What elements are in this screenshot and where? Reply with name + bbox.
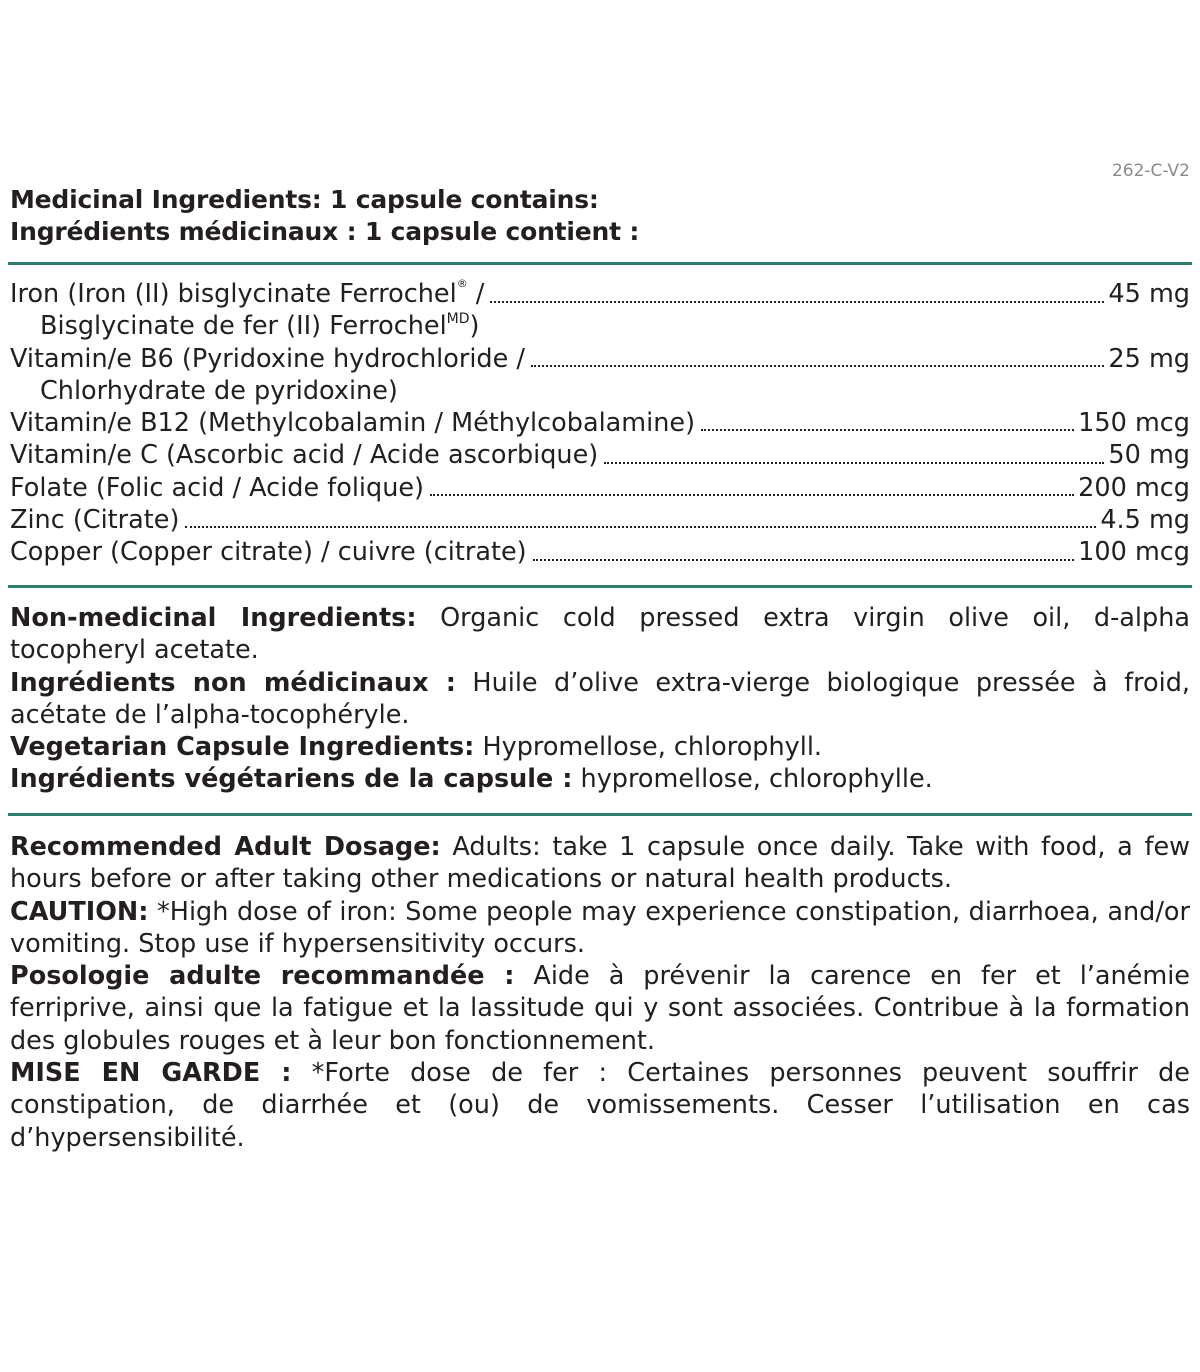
dot-leader (531, 365, 1104, 367)
caution-french (10, 1057, 1190, 1154)
dot-leader (701, 429, 1074, 431)
dot-leader (185, 526, 1096, 528)
ingredient-name: Folate (Folic acid / Acide folique) (10, 472, 425, 503)
ingredient-amount: 25 mg (1108, 343, 1190, 374)
dot-leader (533, 559, 1075, 561)
ingredient-amount: 50 mg (1108, 440, 1190, 471)
non-medicinal-english-text: Organic cold pressed extra virgin olive oil, d-alpha tocopheryl acetate. (10, 603, 1190, 666)
non-medicinal-french-text: Huile d’olive extra-vierge biologique pressée à froid, acétate de l’alpha-tocophéryle. (10, 667, 1190, 730)
ingredient-list (10, 278, 1190, 569)
divider-bottom (8, 813, 1192, 816)
header-french: Ingrédients médicinaux : 1 capsule contient : (10, 217, 640, 246)
vegetarian-capsule-english-label: Vegetarian Capsule Ingredients: (10, 732, 475, 763)
ingredient-row (10, 278, 1190, 343)
ingredient-amount: 100 mcg (1078, 537, 1190, 568)
ingredient-amount: 150 mcg (1078, 408, 1190, 439)
dosage-french (10, 960, 1190, 1057)
ingredient-row (10, 343, 1190, 408)
vegetarian-capsule-english (10, 731, 1190, 763)
caution-french-text: *Forte dose de fer : Certaines personnes peuvent souffrir de constipation, de diarrhée et (ou) de vomissements. Cesser l’utilisation en cas d’hypersensibilité. (10, 1058, 1190, 1153)
vegetarian-capsule-french-label: Ingrédients végétariens de la capsule : (10, 764, 573, 795)
ingredient-amount: 200 mcg (1078, 472, 1190, 503)
divider-middle (8, 585, 1192, 588)
ingredient-row (10, 407, 1190, 439)
ingredient-name-line: Vitamin/e B6 (Pyridoxine hydrochloride / (10, 343, 525, 374)
dosage-english-label: Recommended Adult Dosage: (10, 832, 441, 862)
ingredient-name-line: Iron (Iron (II) bisglycinate Ferrochel® / (10, 277, 485, 309)
dot-leader (604, 462, 1104, 464)
non-medicinal-english (10, 602, 1190, 667)
dosage-french-label: Posologie adulte recommandée : (10, 961, 515, 992)
ingredient-name: Copper (Copper citrate) / cuivre (citrate) (10, 537, 527, 568)
header-english: Medicinal Ingredients: 1 capsule contains: (10, 185, 599, 214)
dosage-french-text: Aide à prévenir la carence en fer et l’anémie ferriprive, ainsi que la fatigue et la lassitude qui y sont associées. Contribue à la formation des globules rouges et à leur bon fonctionnement. (10, 961, 1190, 1056)
non-medicinal-english-label: Non-medicinal Ingredients: (10, 603, 417, 633)
ingredient-name (10, 278, 484, 343)
vegetarian-capsule-french (10, 763, 1190, 795)
ingredient-name: Vitamin/e B12 (Methylcobalamin / Méthylcobalamine) (10, 408, 696, 439)
ingredient-amount: 4.5 mg (1100, 505, 1190, 536)
ingredient-name (10, 343, 525, 408)
ingredient-row (10, 439, 1190, 471)
label-code: 262-C-V2 (1111, 161, 1190, 181)
ingredient-name: Zinc (Citrate) (10, 505, 180, 536)
ingredient-row (10, 472, 1190, 504)
caution-english-text: *High dose of iron: Some people may experience constipation, diarrhoea, and/or vomiting. Stop use if hypersensitivity occurs. (10, 896, 1190, 959)
ingredient-name-continued: Chlorhydrate de pyridoxine) (40, 375, 398, 406)
non-medicinal-french-label: Ingrédients non médicinaux : (10, 667, 456, 698)
vegetarian-capsule-french-text: hypromellose, chlorophylle. (572, 764, 933, 795)
dot-leader (490, 301, 1104, 303)
caution-english-label: CAUTION: (10, 896, 149, 927)
dosage-english-text: Adults: take 1 capsule once daily. Take with food, a few hours before or after taking other medications or natural health products. (10, 832, 1190, 895)
caution-english (10, 896, 1190, 961)
caution-french-label: MISE EN GARDE : (10, 1058, 292, 1089)
vegetarian-capsule-english-text: Hypromellose, chlorophyll. (474, 732, 823, 763)
non-medicinal-section (10, 602, 1190, 796)
ingredient-name-continued: Bisglycinate de fer (II) Ferrochel$^{MD}$) (40, 311, 480, 342)
ingredient-row (10, 504, 1190, 536)
ingredient-row (10, 536, 1190, 568)
ingredient-name: Vitamin/e C (Ascorbic acid / Acide ascorbique) (10, 440, 599, 471)
ingredient-amount: 45 mg (1108, 279, 1190, 309)
dot-leader (430, 494, 1074, 496)
dosage-section (10, 831, 1190, 1154)
dosage-english (10, 831, 1190, 896)
divider-top (8, 262, 1192, 265)
non-medicinal-french (10, 667, 1190, 732)
medicinal-ingredients-header (10, 184, 1190, 248)
